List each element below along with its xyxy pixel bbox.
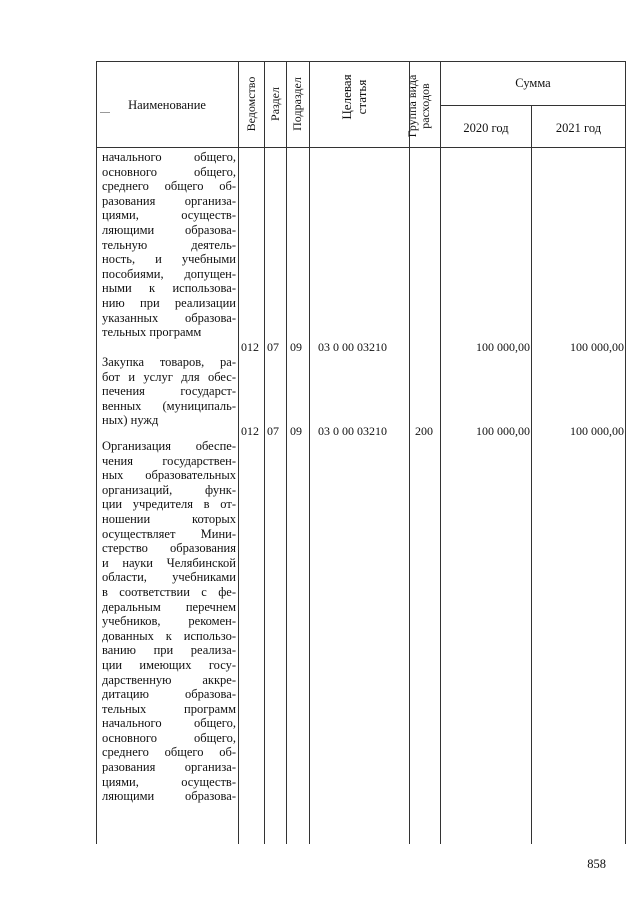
- col-divider-tsel: [409, 61, 410, 844]
- name-line: печения государст-: [102, 384, 236, 399]
- name-line: тельную деятель-: [102, 237, 236, 252]
- name-line: тельных программ: [102, 701, 236, 716]
- name-line: ношении которых: [102, 511, 236, 526]
- header-podrazdel: Подраздел: [290, 77, 304, 131]
- header-gruppa-1: Группа вида: [405, 74, 419, 138]
- header-gruppa-2: расходов: [418, 83, 432, 129]
- row-2-ved: 012: [241, 424, 259, 438]
- row-2-tsel: 03 0 00 03210: [318, 424, 387, 438]
- col-divider-razdel: [286, 61, 287, 844]
- name-line: Закупка товаров, ра-: [102, 355, 236, 369]
- name-line: области, учебниками: [102, 570, 236, 585]
- name-line: пособиями, допущен-: [102, 266, 236, 281]
- name-line: деральным перечнем: [102, 599, 236, 614]
- col-divider-podrazdel: [309, 61, 310, 844]
- row-1-sum-2021: 100 000,00: [570, 340, 624, 354]
- name-line: ции учредителя в от-: [102, 497, 236, 512]
- table-border-left: [96, 61, 97, 844]
- name-line: начального общего,: [102, 150, 236, 164]
- row-2-gruppa: 200: [415, 424, 433, 438]
- header-vedomstvo: Ведомство: [244, 76, 258, 132]
- header-year-2020: 2020 год: [463, 121, 509, 135]
- name-line: разования организа-: [102, 760, 236, 775]
- name-line: среднего общего об-: [102, 179, 236, 194]
- header-tselevaya-2: статья: [354, 79, 369, 115]
- name-line: ляющими образова-: [102, 222, 236, 237]
- name-line: дованных к использо-: [102, 628, 236, 643]
- col-divider-name: [238, 61, 239, 844]
- row-2-sum-2020: 100 000,00: [476, 424, 530, 438]
- name-line: венных (муниципаль-: [102, 398, 236, 413]
- name-line: и науки Челябинской: [102, 555, 236, 570]
- name-line: стерство образования: [102, 541, 236, 556]
- table-border-right: [625, 61, 626, 844]
- row-1-sum-2020: 100 000,00: [476, 340, 530, 354]
- row-1-tsel: 03 0 00 03210: [318, 340, 387, 354]
- row-1-name: [102, 150, 236, 340]
- name-line: ных) нужд: [102, 413, 159, 428]
- name-line: организаций, функ-: [102, 482, 236, 497]
- row-1-razdel: 07: [267, 340, 279, 354]
- name-line: нию при реализации: [102, 295, 236, 310]
- name-line: циями, осуществ-: [102, 208, 236, 223]
- name-line: чения государствен-: [102, 453, 236, 468]
- name-line: бот и услуг для обес-: [102, 369, 236, 384]
- header-tselevaya-1: Целевая: [339, 74, 354, 120]
- name-line: ных образовательных: [102, 468, 236, 483]
- row-1-ved: 012: [241, 340, 259, 354]
- name-line: тельных программ: [102, 325, 202, 340]
- name-line: разования организа-: [102, 193, 236, 208]
- page-number: 858: [587, 857, 606, 871]
- header-year-2021: 2021 год: [555, 121, 602, 135]
- row-2-name: [102, 355, 236, 428]
- scan-mark: [100, 112, 110, 113]
- name-line: ляющими образова-: [102, 789, 236, 804]
- name-line: основного общего,: [102, 730, 236, 745]
- name-line: ность, и учебными: [102, 252, 236, 267]
- col-divider-ved: [264, 61, 265, 844]
- name-line: ванию при реализа-: [102, 643, 236, 658]
- summa-divider: [440, 105, 626, 106]
- name-line: дарственную аккре-: [102, 672, 236, 687]
- name-line: Организация обеспе-: [102, 439, 236, 453]
- col-divider-gruppa: [440, 61, 441, 844]
- row-2-sum-2021: 100 000,00: [570, 424, 624, 438]
- name-line: указанных образова-: [102, 310, 236, 325]
- row-2-razdel: 07: [267, 424, 279, 438]
- name-line: в соответствии с фе-: [102, 584, 236, 599]
- name-line: учебников, рекомен-: [102, 614, 236, 629]
- name-line: среднего общего об-: [102, 745, 236, 760]
- name-line: дитацию образова-: [102, 687, 236, 702]
- name-line: осуществляет Мини-: [102, 526, 236, 541]
- header-summa: Сумма: [515, 76, 551, 90]
- header-razdel: Раздел: [268, 87, 282, 121]
- header-name: Наименование: [128, 98, 206, 112]
- name-line: основного общего,: [102, 164, 236, 179]
- name-line: ными к использова-: [102, 281, 236, 296]
- name-line: ции имеющих госу-: [102, 657, 236, 672]
- name-line: начального общего,: [102, 716, 236, 731]
- row-2-podrazdel: 09: [290, 424, 302, 438]
- name-line: циями, осуществ-: [102, 774, 236, 789]
- row-3-name: [102, 439, 236, 804]
- header-bottom-line: [96, 147, 626, 148]
- row-1-podrazdel: 09: [290, 340, 302, 354]
- col-divider-years: [531, 105, 532, 844]
